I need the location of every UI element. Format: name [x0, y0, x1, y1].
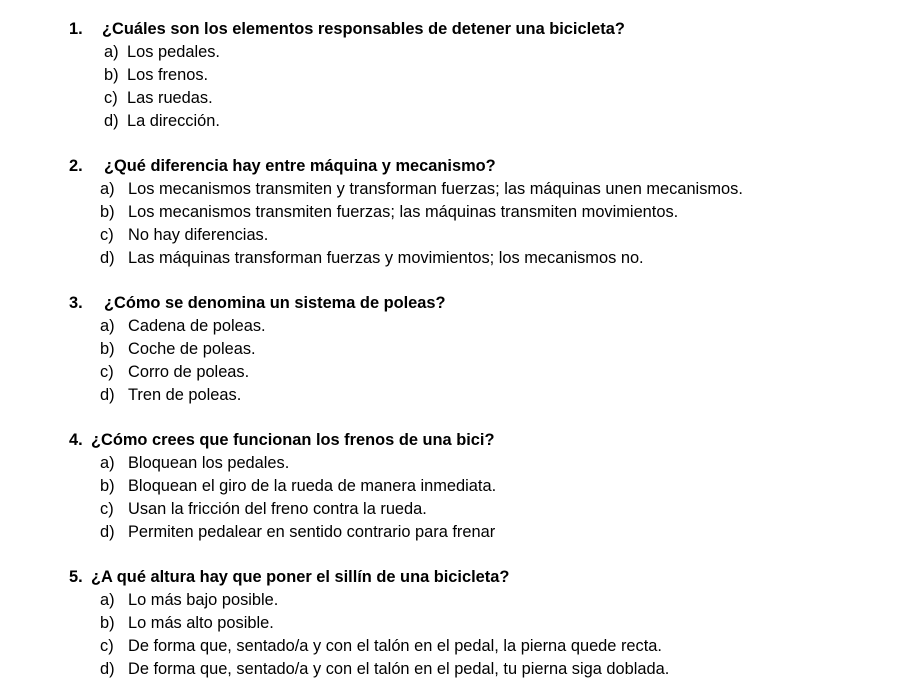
option-letter: b): [104, 66, 119, 84]
option-letter: b): [100, 340, 115, 358]
question-text: ¿Cómo crees que funcionan los frenos de una bici?: [91, 431, 495, 449]
option-text: Las máquinas transforman fuerzas y movimientos; los mecanismos no.: [128, 249, 644, 267]
question-number: 3.: [69, 294, 83, 312]
question-number: 2.: [69, 157, 83, 175]
question-text: ¿Qué diferencia hay entre máquina y mecanismo?: [104, 157, 496, 175]
option-letter: a): [100, 317, 115, 335]
option-text: Las ruedas.: [127, 89, 213, 107]
option-letter: d): [100, 386, 115, 404]
option-letter: c): [100, 637, 114, 655]
question-text: ¿Cuáles son los elementos responsables de detener una bicicleta?: [102, 20, 625, 38]
option-text: De forma que, sentado/a y con el talón en el pedal, la pierna quede recta.: [128, 637, 662, 655]
option-text: Los mecanismos transmiten y transforman fuerzas; las máquinas unen mecanismos.: [128, 180, 743, 198]
option-text: Bloquean el giro de la rueda de manera inmediata.: [128, 477, 497, 495]
option-letter: c): [100, 363, 114, 381]
option-letter: c): [100, 226, 114, 244]
option-text: Usan la fricción del freno contra la rueda.: [128, 500, 427, 518]
option-letter: d): [100, 660, 115, 678]
option-letter: d): [104, 112, 119, 130]
option-letter: c): [100, 500, 114, 518]
option-text: Tren de poleas.: [128, 386, 242, 404]
option-text: Los pedales.: [127, 43, 220, 61]
option-text: Lo más bajo posible.: [128, 591, 279, 609]
option-text: Lo más alto posible.: [128, 614, 274, 632]
question-text: ¿Cómo se denomina un sistema de poleas?: [104, 294, 446, 312]
option-letter: a): [100, 591, 115, 609]
option-text: Coche de poleas.: [128, 340, 256, 358]
option-letter: b): [100, 203, 115, 221]
option-letter: b): [100, 614, 115, 632]
option-text: Los frenos.: [127, 66, 209, 84]
option-text: Los mecanismos transmiten fuerzas; las máquinas transmiten movimientos.: [128, 203, 679, 221]
option-letter: a): [100, 454, 115, 472]
question-text: ¿A qué altura hay que poner el sillín de una bicicleta?: [91, 568, 510, 586]
option-text: Bloquean los pedales.: [128, 454, 290, 472]
option-letter: c): [104, 89, 118, 107]
option-letter: d): [100, 523, 115, 541]
option-text: Cadena de poleas.: [128, 317, 266, 335]
option-letter: b): [100, 477, 115, 495]
question-number: 5.: [69, 568, 83, 586]
option-text: Corro de poleas.: [128, 363, 250, 381]
question-number: 4.: [69, 431, 83, 449]
option-text: De forma que, sentado/a y con el talón en el pedal, tu pierna siga doblada.: [128, 660, 670, 678]
question-number: 1.: [69, 20, 83, 38]
option-letter: d): [100, 249, 115, 267]
option-letter: a): [104, 43, 119, 61]
option-text: La dirección.: [127, 112, 220, 130]
option-letter: a): [100, 180, 115, 198]
option-text: Permiten pedalear en sentido contrario para frenar: [128, 523, 496, 541]
option-text: No hay diferencias.: [128, 226, 269, 244]
